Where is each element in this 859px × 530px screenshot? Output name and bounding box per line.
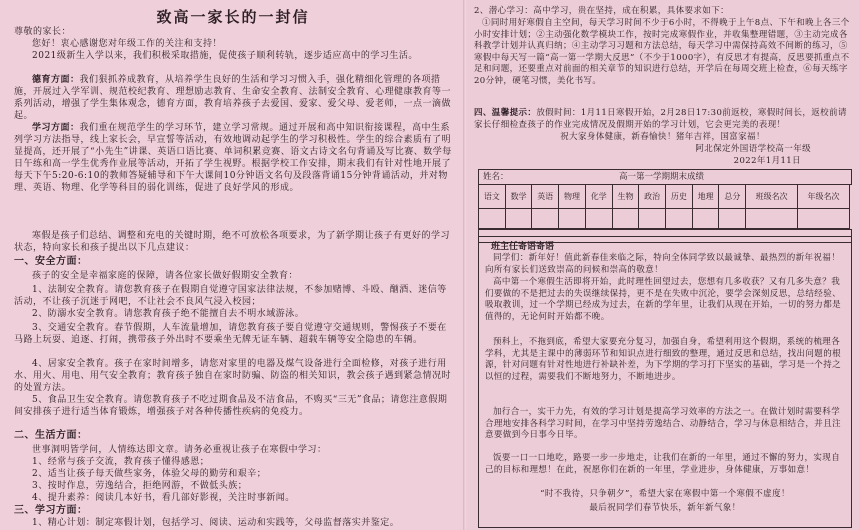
- grade-column-header: 生物: [612, 185, 639, 209]
- remark-para-3: 预科上，不拖到底，希望大家要充分复习，加强自身，希望利用这个假期，系统的梳理各学科，尤其是主课中的薄弱环节和知识点进行细致的整理，通过反思和总结，找出问题的根源，针对问题有针对性地进行补缺补差，为下学期的学习打下坚实的基础，学习是一个持之以恒的过程，需要我们不断地努力，不断地进步。: [485, 337, 842, 382]
- grades-table: [478, 184, 850, 229]
- intro-line-2: 2021级新生入学以来，我们积极采取措施，促使孩子顺利转轨，逐步适应高中的学习生活。: [32, 51, 418, 61]
- life-intro: 世事洞明皆学问，人情练达即文章。请务必重视让孩子在寒假中学习：: [32, 445, 327, 455]
- safety-item-3: 3、交通安全教育。春节假期，人车流量增加，请您教育孩子要自觉遵守交通规则，警惕孩子不要在马路上玩耍、追逐、打闹，携带孩子外出时不要乘坐无牌无证车辆、超载车辆等安全隐患的车辆。: [14, 323, 447, 345]
- moral-heading: 德育方面：: [32, 75, 80, 85]
- grade-column-header: 年级名次: [798, 185, 850, 209]
- grade-column-header: 英语: [532, 185, 559, 209]
- report-title: 高一第一学期期末成绩: [619, 172, 705, 182]
- safety-item-4: 4、居家安全教育。孩子在家时间增多，请您对家里的电器及煤气设备进行全面检修，对孩子进行用水、用火、用电、用气安全教育；教育孩子独自在家时防骗、防盗的相关知识，教会孩子遇到紧急情况时的处置方法。: [14, 359, 452, 393]
- grade-cell: [532, 209, 559, 229]
- grade-cell: [585, 209, 612, 229]
- remark-para-4: 加行合一，实干力先，有效的学习计划是提高学习效率的方法之一。在做计划时需要科学合理地安排各科学习时间，在学习中坚持劳逸结合、动静结合，学习与休息相结合，并且注意要做到今日事今日毕。: [485, 407, 842, 440]
- reminder-heading: 四、温馨提示：: [474, 108, 537, 118]
- grade-column-header: 化学: [585, 185, 612, 209]
- remark-para-2: 高中第一个寒假生活即将开始，此时理性回望过去，您想有几多收获？又有几多失意？我们要做的不是把过去的失误继续保持，更不是在失败中沉沦，要学会深刻反思，总结经验、吸取教训，过一个学期已经成为过去，在新的学年里，让我们从现在开始，一切的努力都是值得的，无论何时开始都不晚。: [485, 277, 842, 322]
- life-item-3: 3、按时作息，劳逸结合，拒绝网游，不做低头族；: [32, 481, 248, 491]
- grade-column-header: 语文: [479, 185, 506, 209]
- remark-para-5: 饭要一口一口地吃，路要一步一步地走，让我们在新的一年里，通过不懈的努力，实现自己的目标和理想！在此，祝愿你们在新的一年里，学业进步，身体健康，万事如意！: [485, 453, 841, 475]
- safety-intro: 孩子的安全是幸福家庭的保障，请各位家长做好假期安全教育：: [32, 271, 299, 281]
- grade-column-header: 政治: [639, 185, 666, 209]
- winter-paragraph: 寒假是孩子们总结、调整和充电的关键时期，绝不可放松各项要求，为了新学期让孩子有更好的学习状态，特向家长和孩子提出以下几点建议：: [14, 231, 451, 253]
- grade-cell: [798, 209, 850, 229]
- grade-column-header: 数学: [505, 185, 532, 209]
- grades-value-row: [479, 209, 850, 229]
- study-requirement-heading: 2、潜心学习：高中学习，贵在坚持，成在积累，具体要求如下：: [474, 6, 730, 16]
- study-requirement-items: ①同时用好寒假自主空间，每天学习时间不少于6小时，不得晚于上午8点、下午和晚上各三个小时安排计划；②主动强化数学模块工作，按时完成寒假作业，并收集整理错题，③主动完成各科教学计划并认真归纳；④主动学习习题和方法总结，每天学习中需保持高效不间断的练习，⑤寒假中每天写一篇“高一第一学期大反思”（不少于1000字），有反思才有提高，反思要抓重点不足和问题，还要重点对前面的相关章节的知识进行总结，开学后在每周交班上检查，⑥每天练字20分钟，硬笔习惯，美化书写。: [474, 18, 850, 86]
- grade-cell: [479, 209, 506, 229]
- life-item-4: 4、提升素养：阅读几本好书，看几部好影视，关注时事新闻。: [32, 493, 295, 503]
- grade-cell: [666, 209, 693, 229]
- remark-para-1: 同学们：新年好！值此新春佳来临之际，特向全体同学致以最诚挚、最热烈的新年祝福！向所有家长们送致崇高的问候和崇高的敬意！: [485, 253, 841, 275]
- letter-date: 2022年1月11日: [733, 156, 801, 166]
- study-heading: 学习方面：: [32, 123, 80, 133]
- grade-cell: [746, 209, 798, 229]
- grade-column-header: 地理: [692, 185, 719, 209]
- greeting: 尊敬的家长：: [14, 27, 72, 37]
- letter-title: 致高一家长的一封信: [156, 8, 310, 26]
- grade-cell: [559, 209, 586, 229]
- intro-line-1: 您好！衷心感谢您对年级工作的关注和支持！: [32, 39, 223, 49]
- section-life-heading: 二、生活方面：: [14, 430, 88, 441]
- grade-cell: [639, 209, 666, 229]
- reminder-text: 放假时间：1月11日寒假开始，2月28日17:30前返校，寒假时间长，返校前请家长仔细检查孩子的作业完成情况及假期开始的学习计划，它会更完美的表现！: [474, 108, 847, 130]
- remark-title: 班主任寄语寄语: [491, 242, 555, 252]
- grade-cell: [719, 209, 746, 229]
- safety-item-5: 5、食品卫生安全教育。请您教育孩子不吃过期食品及不洁食品，不购买“三无”食品；请您注意假期间安排孩子进行适当体育锻炼，增强孩子对各种传播性疾病的免疫力。: [14, 395, 448, 417]
- grade-column-header: 物理: [559, 185, 586, 209]
- school-name: 阿北保定外国语学校高一年级: [695, 144, 811, 154]
- reminder-paragraph: [474, 108, 851, 131]
- blessing-line: 祝大家身体健康，新春愉快！猪年吉祥，国富家福！: [560, 132, 765, 142]
- grade-cell: [505, 209, 532, 229]
- section-safety-heading: 一、安全方面：: [14, 256, 88, 267]
- grade-column-header: 班级名次: [746, 185, 798, 209]
- safety-item-2: 2、防溺水安全教育。请您教育孩子绝不能擅自去不明水域游泳。: [32, 309, 305, 319]
- name-label: 姓名：: [483, 172, 509, 182]
- grades-header-row: [479, 185, 850, 209]
- study-item-1: 1、精心计划：制定寒假计划，包括学习、阅读、运动和实践等，父母监督落实并鉴定。: [32, 518, 400, 528]
- life-item-1: 1、经常与孩子交流，教育孩子懂得感恩；: [32, 457, 210, 467]
- remark-para-6: “时不我待，只争朝夕”，希望大家在寒假中第一个寒假不虚度！: [540, 489, 790, 499]
- safety-item-1: 1、法制安全教育。请您教育孩子在假期自觉遵守国家法律法规，不参加赌博、斗殴、酗酒、迷信等活动，不让孩子沉迷于网吧，不让社会不良风气浸入校园；: [14, 285, 447, 307]
- grade-column-header: 总分: [719, 185, 746, 209]
- grade-column-header: 历史: [666, 185, 693, 209]
- study-paragraph: [14, 122, 452, 194]
- teacher-remark-box: [478, 236, 852, 528]
- report-header: [478, 169, 852, 185]
- study-text: 我们重在规范学生的学习环节，建立学习常规。通过开展和高中知识衔接课程，高中生系列学习方法指导，线上家长会，早宣誓等活动，有效地调动起学生的学习积极性。学生的综合素质有了明显提高，还开展了“小先生”讲课、英语口语比赛、单词积累竞赛、语文古诗文名句背诵及写比赛、数学每日午练和高一学生优秀作业展等活动，开拓了学生视野。根据学校工作安排，期末我们有针对性地开展了每天下午5:20-6:10的教师答疑辅导和下午大课间10分钟语文名句及段落背诵15分钟背诵活动，并对物理、英语、物理、化学等科目的弱化训练，促进了良好学风的形成。: [14, 123, 452, 193]
- grade-cell: [612, 209, 639, 229]
- moral-text: 我们狠抓养成教育，从培养学生良好的生活和学习习惯入手，强化精细化管理的各项措施，开展过入学军训、规范校纪教育、理想励志教育、生命安全教育、法制安全教育、心理健康教育等一系列活动，增强了学生集体观念，德育方面，教育培养孩子去爱国、爱家、爱父母、爱老师，一点一滴做起。: [14, 75, 452, 121]
- report-page: [466, 0, 859, 530]
- grade-cell: [692, 209, 719, 229]
- moral-paragraph: [14, 74, 452, 122]
- remark-para-7: 最后祝同学们春节快乐，新年新气象！: [589, 503, 741, 513]
- section-study-heading: 三、学习方面：: [14, 505, 88, 516]
- life-item-2: 2、适当让孩子每天做些家务，体验父母的勤劳和艰辛；: [32, 469, 267, 479]
